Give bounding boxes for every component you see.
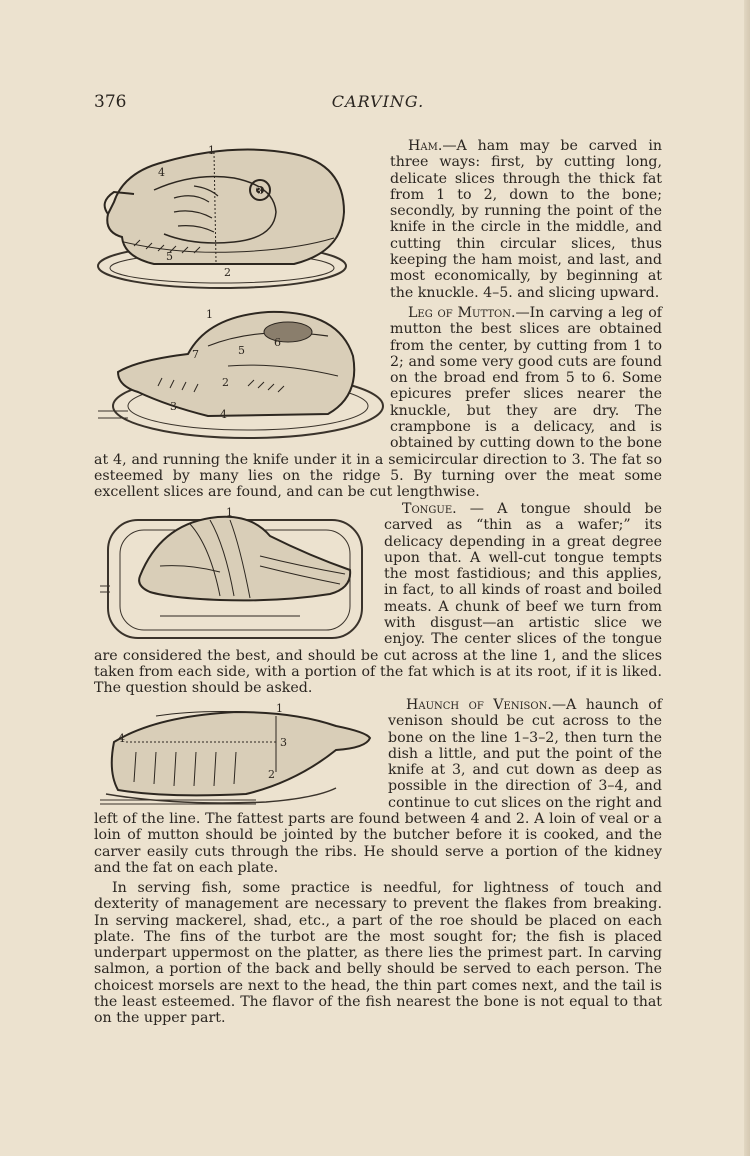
mutton-heading: Leg of Mutton. [408, 305, 516, 321]
venison-figure-spacer [94, 697, 388, 811]
mutton-text: —In carving a leg of mutton the best slices are obtained from the center, by cutting from 1 to 2; and some very good cuts are found on the broad end from 5 to 6. Some epicures prefer slices nearer the knuckle, but they are dry. The crampbone is a delicacy, and is obtained by cutting down to the bone at 4, and running the knife under it in a semicircular direction to 3. The fat so esteemed by many lies on the ridge 5. By turning over the meat some excellent slices are found, and can be cut lengthwise. [94, 305, 662, 501]
running-title: CARVING. [331, 92, 425, 111]
venison-label-4: 4 [118, 732, 125, 745]
page-header [94, 92, 662, 118]
mutton-figure-spacer [94, 305, 390, 451]
venison-label-2: 2 [268, 768, 275, 781]
mutton-label-3: 3 [170, 400, 177, 413]
mutton-label-7: 7 [192, 348, 199, 361]
mutton-label-4: 4 [220, 408, 227, 421]
mutton-label-2: 2 [222, 376, 229, 389]
tongue-paragraph [94, 501, 662, 697]
tongue-heading: Tongue. [402, 501, 457, 517]
ham-paragraph [390, 138, 662, 301]
mutton-paragraph [94, 305, 662, 501]
mutton-label-6: 6 [274, 336, 281, 349]
mutton-label-1: 1 [206, 308, 213, 321]
venison-text: —A haunch of venison should be cut across to the bone on the line 1–3–2, then turn the dish a little, and put the point of the knife at 3, and cut down as deep as possible in the direction of 3–4, and continue to cut slices on the right and left of the line. The fattest parts are found between 4 and 2. A loin of veal or a loin of mutton should be jointed by the butcher before it is cooked, and the carver easily cuts through the ribs. He should serve a portion of the kidney and the fat on each plate. [94, 697, 662, 876]
mutton-label-5: 5 [238, 344, 245, 357]
page-edge [744, 0, 750, 1156]
venison-label-1: 1 [276, 702, 283, 715]
ham-illustration [94, 142, 384, 300]
ham-heading: Ham. [408, 138, 443, 154]
ham-label-4: 4 [158, 166, 165, 179]
ham-text: —A ham may be carved in three ways: first, by cutting long, delicate slices through the thick fat from 1 to 2, down to the bone; secondly, by running the point of the knife in the circle in the middle, and cutting thin circular slices, thus keeping the ham moist, and last, and most economically, by beginning at the knuckle. 4–5. and slicing upward. [390, 138, 662, 301]
ham-label-5: 5 [166, 250, 173, 263]
tongue-label-1: 1 [226, 506, 233, 519]
tongue-figure-spacer [94, 501, 384, 647]
ham-label-1: 1 [208, 144, 215, 157]
fish-paragraph: In serving fish, some practice is needful, for lightness of touch and dexterity of management are necessary to prevent the flakes from breaking. In serving mackerel, shad, etc., a part of the roe should be placed on each plate. The fins of the turbot are the most sought for; the fish is placed underpart uppermost on the platter, as there lies the primest part. In carving salmon, a portion of the back and belly should be served to each person. The choicest morsels are next to the head, the thin part comes next, and the tail is the least esteemed. The flavor of the fish nearest the bone is not equal to that on the upper part. [94, 880, 662, 1027]
venison-paragraph [94, 697, 662, 876]
ham-label-3: 3 [256, 187, 262, 197]
venison-heading: Haunch of Venison. [406, 697, 552, 713]
ham-label-2: 2 [224, 266, 231, 279]
tongue-text: — A tongue should be carved as “thin as a wafer;” its delicacy depending in a great degree upon that. A well-cut tongue tempts the most fastidious; and this applies, in fact, to all kinds of roast and boiled meats. A chunk of beef we turn from with disgust—an artistic slice we enjoy. The center slices of the tongue are considered the best, and should be cut across at the line 1, and the slices taken from each side, with a portion of the fat which is at its root, if it is liked. The question should be asked. [94, 501, 662, 697]
page-number: 376 [94, 92, 127, 112]
venison-label-3: 3 [280, 736, 287, 749]
